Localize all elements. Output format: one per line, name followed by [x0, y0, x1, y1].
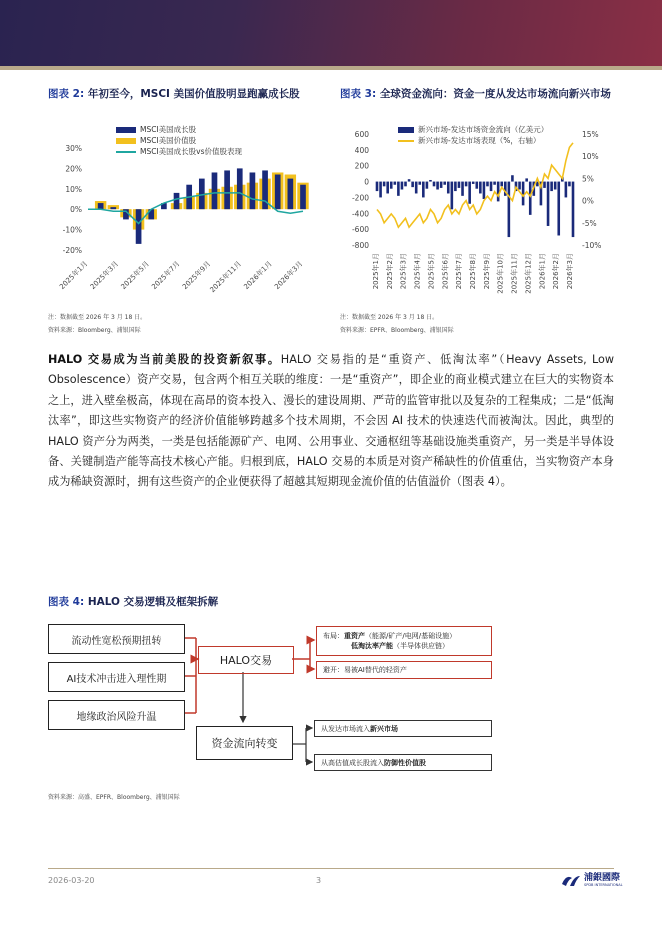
- x-tick-label: 2025年7月: [455, 253, 464, 290]
- chart-value-vs-growth: [48, 120, 323, 310]
- legend-swatch-relative: [116, 151, 136, 153]
- legend-growth: MSCI美国成长股: [116, 124, 242, 135]
- flow-bar: [565, 182, 568, 198]
- legend-relative: MSCI美国成长股vs价值股表现: [116, 146, 242, 157]
- chart2-legend: [398, 124, 548, 146]
- figure3-source: 资料来源：EPFR、Bloomberg、浦银国际: [340, 327, 454, 334]
- flow-bar: [386, 182, 389, 194]
- flow-bar: [497, 182, 500, 202]
- growth-bar: [288, 179, 294, 210]
- flow-bar: [458, 182, 461, 188]
- flow-bar: [483, 182, 486, 199]
- y-tick-label: 10%: [65, 184, 82, 194]
- x-tick-label: 2025年3月: [399, 253, 408, 290]
- y-tick-label: 20%: [65, 164, 82, 174]
- legend-swatch-growth: [116, 127, 136, 133]
- body-paragraph: [48, 350, 614, 493]
- x-tick-label: 2025年10月: [496, 253, 505, 294]
- em-flow-box: 从发达市场流入新兴市场: [314, 720, 492, 737]
- y-tick-label: -10%: [62, 225, 82, 235]
- flow-bar: [401, 182, 404, 190]
- flow-bar: [529, 182, 532, 215]
- chart-fund-flows: [340, 120, 615, 310]
- figure4-source: 资料来源：高盛、EPFR、Bloomberg、浦银国际: [48, 794, 180, 801]
- flow-bar: [465, 182, 468, 187]
- x-tick-label: 2025年6月: [441, 253, 450, 290]
- flow-bar: [433, 182, 436, 187]
- x-tick-label: 2025年1月: [372, 253, 380, 290]
- figure2-title: 图表 2: 年初至今，MSCI 美国价值股明显跑赢成长股: [48, 88, 300, 100]
- growth-bar: [300, 185, 306, 209]
- flow-bar: [511, 175, 514, 181]
- flow-bar: [379, 182, 382, 198]
- flow-bar: [447, 182, 450, 194]
- avoid-box: 避开：易被AI替代的轻资产: [316, 661, 492, 679]
- figure4-title: 图表 4: HALO 交易逻辑及框架拆解: [48, 596, 219, 608]
- y-left-tick-label: 0: [364, 177, 369, 187]
- y-right-tick-label: 0%: [582, 196, 594, 206]
- flow-bar: [543, 182, 546, 188]
- x-tick-label: 2025年2月: [385, 253, 394, 290]
- y-left-tick-label: -800: [351, 241, 369, 250]
- paragraph-body: HALO 交易指的是“重资产、低淘汰率”（Heavy Assets, Low Obsolescence）资产交易，包含两个相互关联的维度：一是“重资产”，即企业的商业模式建立在巨大的实物资本之上，进入壁垒极高，体现在高昂的资本投入、漫长的建设周期、严苛的监管审批以及复杂的工程集成；二是“低淘汰率”，即这些实物资产的经济价值能够跨越多个技术周期，不会因 AI 技术的快速迭代而被淘汰。因此，典型的 HALO 资产分为两类，一类是包括能源矿产、电网、公用事业、交通枢纽等基础设施类重资产，另一类是半导体设备、关键制造产能等高技术核心产能。归根到底，HALO 交易的本质是对资产稀缺性的价值重估，当实物资产本身成为稀缺资源时，拥有这些资产的企业便获得了超越其短期现金流价值的估值溢价（图表 4）。: [48, 353, 614, 489]
- footer-page-number: 3: [316, 876, 322, 885]
- flow-bar: [426, 182, 429, 189]
- flow-bar: [397, 182, 400, 196]
- flow-bar: [415, 182, 418, 194]
- footer-logo: [560, 872, 623, 888]
- flow-bar: [508, 182, 511, 238]
- legend-swatch-value: [116, 138, 136, 144]
- growth-bar: [237, 168, 243, 209]
- flow-bar: [394, 182, 397, 185]
- chart1-legend: [116, 124, 242, 157]
- growth-bar: [98, 203, 104, 209]
- legend-flows: 新兴市场-发达市场资金流向（亿美元）: [398, 124, 548, 135]
- logo-text: 浦銀國際: [584, 872, 621, 883]
- x-tick-label: 2025年12月: [524, 253, 533, 294]
- flow-bar: [429, 180, 432, 182]
- flow-bar: [436, 182, 439, 190]
- halo-diagram: [48, 616, 614, 786]
- flow-bar: [568, 182, 571, 187]
- figure2-note: 注：数据截至 2026 年 3 月 18 日。: [48, 314, 147, 321]
- defensive-flow-box: 从高估值成长股流入防御性价值股: [314, 754, 492, 771]
- x-tick-label: 2026年1月: [242, 259, 274, 292]
- growth-bar: [250, 172, 256, 209]
- driver-box-1: 流动性宽松预期扭转: [48, 624, 185, 654]
- flow-bar: [557, 182, 560, 236]
- x-tick-label: 2025年5月: [119, 259, 151, 292]
- y-right-tick-label: 5%: [582, 174, 594, 184]
- logo-subtext: SPDB INTERNATIONAL: [584, 882, 623, 887]
- growth-bar: [275, 175, 281, 210]
- figure3-note: 注：数据截至 2026 年 3 月 18 日。: [340, 314, 439, 321]
- flow-bar: [404, 182, 407, 187]
- flow-bar: [550, 182, 553, 192]
- y-tick-label: 0%: [70, 205, 82, 215]
- flow-bar: [454, 182, 457, 192]
- x-tick-label: 2026年1月: [538, 253, 547, 290]
- figure3-title: 图表 3: 全球资金流向：资金一度从发达市场流向新兴市场: [340, 88, 611, 100]
- driver-box-2: AI技术冲击进入理性期: [48, 662, 185, 692]
- footer-date: 2026-03-20: [48, 876, 95, 885]
- flow-bar: [518, 182, 521, 190]
- x-tick-label: 2025年9月: [180, 259, 213, 292]
- flow-bar: [461, 182, 464, 196]
- y-right-tick-label: -10%: [582, 241, 602, 250]
- halo-trade-box: HALO交易: [198, 646, 294, 674]
- x-tick-label: 2025年9月: [482, 253, 491, 290]
- y-left-tick-label: -400: [351, 209, 369, 219]
- legend-swatch-performance: [398, 140, 414, 142]
- flow-bar: [451, 182, 454, 210]
- flow-bar: [490, 182, 493, 192]
- header-divider: [0, 66, 662, 70]
- flow-bar: [390, 182, 393, 189]
- paragraph-lead: HALO 交易成为当前美股的投资新叙事。: [48, 353, 281, 366]
- y-right-tick-label: 10%: [582, 152, 599, 162]
- y-left-tick-label: 600: [354, 130, 369, 139]
- footer-divider: [48, 868, 614, 869]
- chart2-svg: [340, 120, 615, 310]
- x-tick-label: 2025年3月: [88, 259, 121, 292]
- flow-bar: [376, 182, 379, 192]
- flow-bar: [383, 182, 386, 187]
- flow-bar: [411, 182, 414, 188]
- growth-bar: [136, 209, 142, 244]
- flow-bar: [472, 182, 475, 184]
- growth-bar: [212, 172, 218, 209]
- x-tick-label: 2025年8月: [469, 253, 477, 290]
- flow-bar: [547, 182, 550, 226]
- growth-bar: [110, 207, 116, 209]
- flow-bar: [418, 182, 421, 185]
- x-tick-label: 2025年7月: [150, 259, 182, 292]
- y-left-tick-label: 200: [354, 161, 369, 171]
- flow-bar: [479, 182, 482, 194]
- flow-bar: [572, 182, 575, 238]
- x-tick-label: 2026年3月: [566, 253, 574, 290]
- layout-line-1: 布局：重资产（能源/矿产/电网/基础设施）: [323, 632, 457, 640]
- figure2-source: 资料来源：Bloomberg、浦银国际: [48, 327, 141, 334]
- y-tick-label: 30%: [65, 144, 82, 153]
- flow-bar: [468, 182, 471, 204]
- y-left-tick-label: 400: [354, 145, 369, 155]
- flow-bar: [422, 182, 425, 198]
- flow-bar: [493, 182, 496, 185]
- y-left-tick-label: -200: [351, 193, 369, 203]
- x-tick-label: 2026年3月: [273, 259, 305, 292]
- x-tick-label: 2026年2月: [552, 253, 561, 290]
- y-left-tick-label: -600: [351, 225, 369, 235]
- flow-bar: [408, 179, 411, 181]
- y-right-tick-label: -5%: [582, 218, 597, 228]
- y-tick-label: -20%: [62, 246, 82, 255]
- layout-line-2: 低淘汰率产能（半导体供应链）: [351, 642, 449, 650]
- driver-box-3: 地缘政治风险升温: [48, 700, 185, 730]
- x-tick-label: 2025年5月: [427, 253, 436, 290]
- growth-bar: [224, 170, 230, 209]
- legend-value: MSCI美国价值股: [116, 135, 242, 146]
- x-tick-label: 2025年4月: [413, 253, 422, 290]
- flow-bar: [486, 182, 489, 187]
- flow-bar: [475, 182, 478, 189]
- x-tick-label: 2025年11月: [208, 259, 243, 295]
- x-tick-label: 2025年1月: [58, 259, 90, 292]
- layout-box: [316, 626, 492, 656]
- flow-bar: [500, 182, 503, 187]
- header-banner: [0, 0, 662, 66]
- x-tick-label: 2025年11月: [510, 253, 519, 294]
- legend-performance: 新兴市场-发达市场表现（%，右轴）: [398, 135, 548, 146]
- legend-swatch-flows: [398, 127, 414, 133]
- flow-bar: [525, 178, 528, 181]
- flow-shift-box: 资金流向转变: [196, 726, 293, 760]
- y-right-tick-label: 15%: [582, 130, 599, 139]
- flow-bar: [440, 182, 443, 188]
- growth-bar: [174, 193, 180, 209]
- flow-bar: [443, 182, 446, 185]
- flow-bar: [522, 182, 525, 206]
- flow-bar: [554, 182, 557, 190]
- logo-icon: [560, 872, 582, 888]
